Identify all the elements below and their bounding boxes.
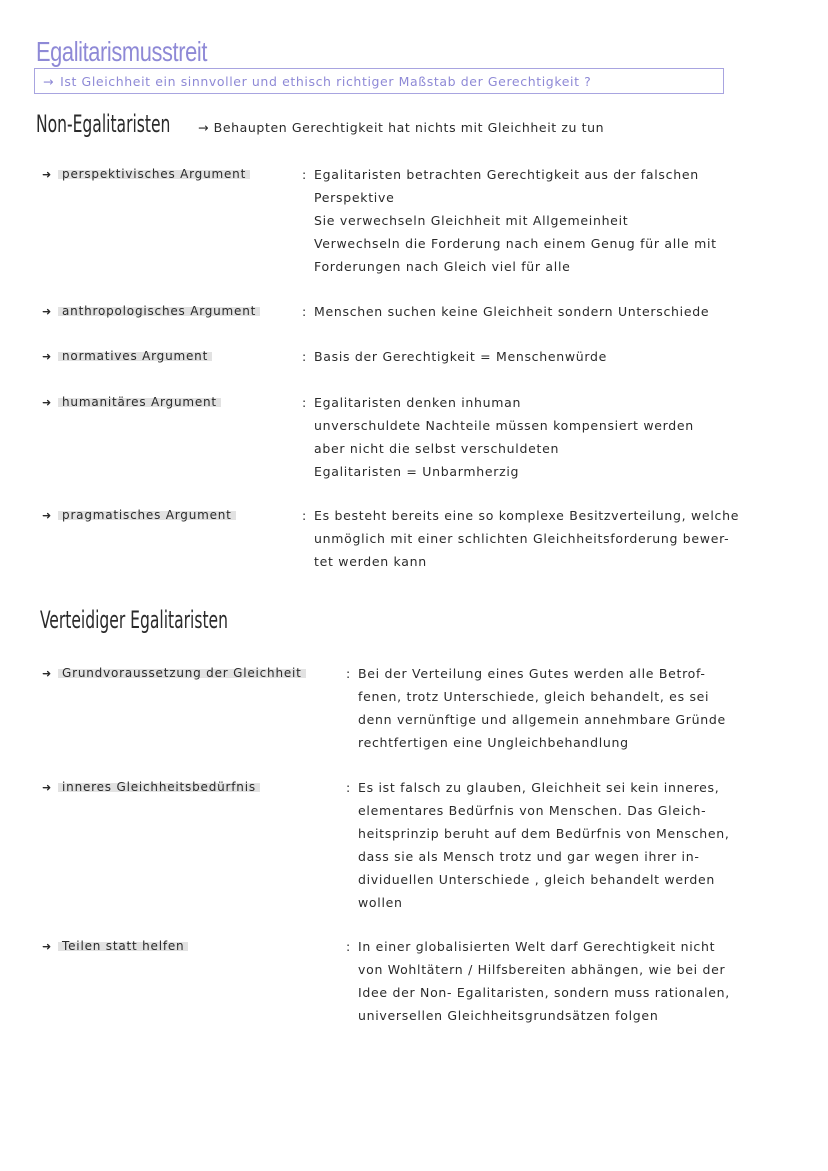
argument-label-text: Teilen statt helfen: [58, 939, 188, 953]
body-line: aber nicht die selbst verschuldeten: [314, 441, 560, 456]
section-note-text: Behaupten Gerechtigkeit hat nichts mit Gleichheit zu tun: [213, 120, 605, 135]
argument-body-normative: : Basis der Gerechtigkeit = Menschenwürde: [314, 345, 607, 368]
argument-label-basic-equality: [42, 666, 306, 680]
body-line: wollen: [358, 895, 403, 910]
argument-label-inner-need: [42, 780, 260, 794]
argument-label-text: anthropologisches Argument: [58, 304, 260, 318]
argument-label-text: pragmatisches Argument: [58, 508, 236, 522]
body-line: Egalitaristen betrachten Gerechtigkeit aus der falschen: [314, 167, 699, 182]
body-line: Es ist falsch zu glauben, Gleichheit sei kein inneres,: [358, 780, 720, 795]
arrow-right-icon: →: [198, 120, 210, 135]
body-line: Verwechseln die Forderung nach einem Genug für alle mit: [314, 236, 717, 251]
body-line: Basis der Gerechtigkeit = Menschenwürde: [314, 349, 608, 364]
argument-label-text: normatives Argument: [58, 349, 212, 363]
argument-label-normative: [42, 349, 212, 363]
section-heading-non-egalitarians: Non-Egalitaristen: [36, 110, 171, 138]
body-line: Forderungen nach Gleich viel für alle: [314, 259, 571, 274]
body-line: tet werden kann: [314, 554, 427, 569]
body-line: denn vernünftige und allgemein annehmbare Gründe: [358, 712, 726, 727]
body-line: unmöglich mit einer schlichten Gleichheitsforderung bewer-: [314, 531, 730, 546]
argument-label-anthropological: [42, 304, 260, 318]
arrow-right-icon: ➜: [42, 781, 53, 794]
body-line: heitsprinzip beruht auf dem Bedürfnis von Menschen,: [358, 826, 730, 841]
body-line: Perspektive: [314, 190, 395, 205]
body-line: dividuellen Unterschiede , gleich behandelt werden: [358, 872, 715, 887]
body-line: rechtfertigen eine Ungleichbehandlung: [358, 735, 629, 750]
arrow-right-icon: ➜: [42, 396, 53, 409]
argument-body-share-not-help: : In einer globalisierten Welt darf Gerechtigkeit nicht von Wohltätern / Hilfsbereiten abhängen, wie bei der Idee der Non- Egalitaristen, sondern muss rationalen, universellen Gleichheitsgrundsätzen folgen: [358, 935, 730, 1027]
arrow-right-icon: ➜: [42, 305, 53, 318]
arrow-right-icon: ➜: [42, 168, 53, 181]
argument-body-humanitarian: : Egalitaristen denken inhuman unverschuldete Nachteile müssen kompensiert werden aber nicht die selbst verschuldeten Egalitaristen = Unbarmherzig: [314, 391, 694, 483]
body-line: Idee der Non- Egalitaristen, sondern muss rationalen,: [358, 985, 730, 1000]
arrow-right-icon: ➜: [42, 509, 53, 522]
argument-body-basic-equality: : Bei der Verteilung eines Gutes werden alle Betrof- fenen, trotz Unterschiede, gleich behandelt, es sei denn vernünftige und allgemein annehmbare Gründe rechtfertigen eine Ungleichbehandlung: [358, 662, 726, 754]
body-line: Sie verwechseln Gleichheit mit Allgemeinheit: [314, 213, 629, 228]
body-line: elementares Bedürfnis von Menschen. Das Gleich-: [358, 803, 707, 818]
body-line: fenen, trotz Unterschiede, gleich behandelt, es sei: [358, 689, 710, 704]
body-line: Menschen suchen keine Gleichheit sondern Unterschiede: [314, 304, 710, 319]
argument-label-text: inneres Gleichheitsbedürfnis: [58, 780, 260, 794]
arrow-right-icon: ➜: [42, 940, 53, 953]
section-note: [198, 120, 604, 135]
arrow-right-icon: ➜: [42, 667, 53, 680]
body-line: Egalitaristen = Unbarmherzig: [314, 464, 520, 479]
body-line: von Wohltätern / Hilfsbereiten abhängen, wie bei der: [358, 962, 726, 977]
question-text: Ist Gleichheit ein sinnvoller und ethisch richtiger Maßstab der Gerechtigkeit ?: [60, 73, 592, 89]
page-title: Egalitarismusstreit: [36, 36, 208, 67]
argument-body-anthropological: : Menschen suchen keine Gleichheit sondern Unterschiede: [314, 300, 709, 323]
argument-label-text: humanitäres Argument: [58, 395, 221, 409]
body-line: In einer globalisierten Welt darf Gerechtigkeit nicht: [358, 939, 716, 954]
body-line: unverschuldete Nachteile müssen kompensiert werden: [314, 418, 694, 433]
body-line: Es besteht bereits eine so komplexe Besitzverteilung, welche: [314, 508, 740, 523]
arrow-right-icon: ➜: [42, 350, 53, 363]
body-line: Bei der Verteilung eines Gutes werden alle Betrof-: [358, 666, 706, 681]
argument-label-share-not-help: [42, 939, 188, 953]
body-line: Egalitaristen denken inhuman: [314, 395, 522, 410]
argument-label-perspective: [42, 167, 250, 181]
body-line: dass sie als Mensch trotz und gar wegen ihrer in-: [358, 849, 700, 864]
argument-label-pragmatic: [42, 508, 236, 522]
argument-body-inner-need: : Es ist falsch zu glauben, Gleichheit sei kein inneres, elementares Bedürfnis von Menschen. Das Gleich- heitsprinzip beruht auf dem Bedürfnis von Menschen, dass sie als Mensch trotz und gar wegen ihrer in- dividuellen Unterschiede , gleich behandelt werden wollen: [358, 776, 730, 914]
argument-label-text: Grundvoraussetzung der Gleichheit: [58, 666, 306, 680]
section-heading-defenders: Verteidiger Egalitaristen: [40, 606, 228, 634]
arrow-right-icon: →: [43, 73, 55, 89]
body-line: universellen Gleichheitsgrundsätzen folgen: [358, 1008, 659, 1023]
argument-body-perspective: : Egalitaristen betrachten Gerechtigkeit aus der falschen Perspektive Sie verwechseln Gleichheit mit Allgemeinheit Verwechseln die Forderung nach einem Genug für alle mit Forderungen nach Gleich viel für alle: [314, 163, 717, 278]
argument-label-humanitarian: [42, 395, 221, 409]
question-box: [34, 68, 724, 94]
argument-label-text: perspektivisches Argument: [58, 167, 250, 181]
argument-body-pragmatic: : Es besteht bereits eine so komplexe Besitzverteilung, welche unmöglich mit einer schlichten Gleichheitsforderung bewer- tet werden kann: [314, 504, 739, 573]
